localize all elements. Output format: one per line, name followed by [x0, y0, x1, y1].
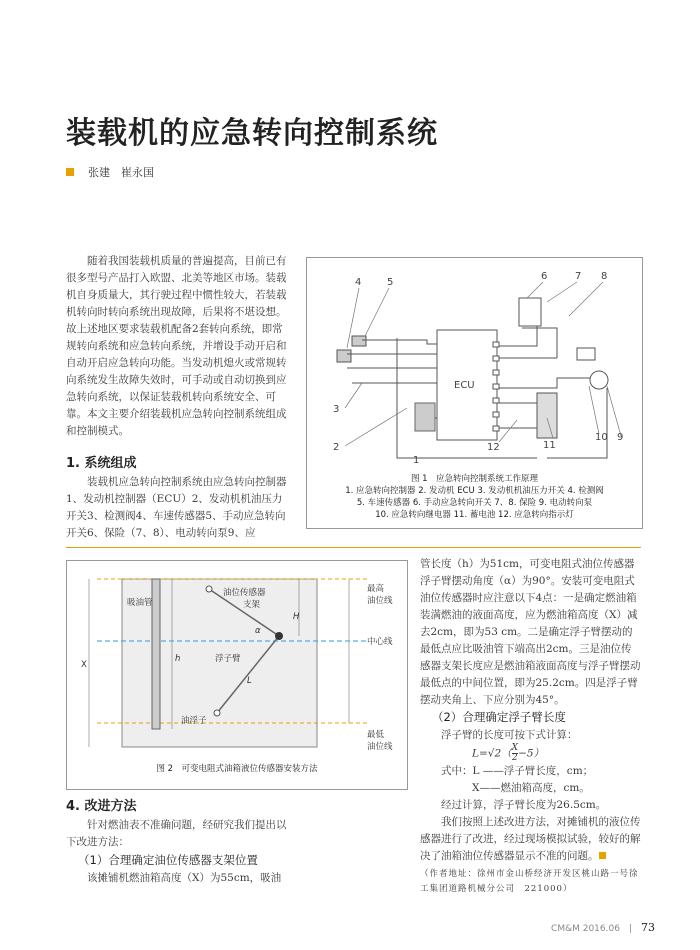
label-min-2: 油位线 — [367, 742, 393, 752]
formula — [420, 744, 642, 763]
figure-1-caption-line3: 10. 应急转向继电器 11. 蓄电池 12. 应急转向指示灯 — [375, 510, 574, 520]
authors-line — [66, 164, 154, 180]
label-min-1: 最低 — [367, 730, 385, 740]
right-paragraph-2: 浮子臂的长度可按下式计算： — [441, 729, 578, 741]
label-center: 中心线 — [367, 637, 393, 647]
label-float: 油浮子 — [181, 716, 207, 726]
page-footer: CM&M 2016.06 | 73 — [551, 921, 655, 934]
callout-11: 11 — [543, 440, 556, 451]
float — [214, 710, 220, 716]
component-5 — [352, 336, 366, 346]
section4-paragraph: 针对燃油表不准确问题，经研究我们提出以下改进方法： — [66, 819, 287, 848]
definition-1: 式中：L ——浮子臂长度，cm； — [441, 765, 594, 777]
section-divider — [66, 547, 641, 548]
left-column-bottom — [66, 798, 292, 887]
figure-2 — [66, 560, 408, 790]
article-title: 装载机的应急转向控制系统 — [66, 116, 438, 151]
authors: 张建 崔永国 — [88, 166, 154, 179]
label-sensor-1: 油位传感器 — [223, 588, 266, 598]
label-float-arm: 浮子臂 — [215, 654, 241, 664]
callout-10: 10 — [595, 432, 608, 443]
subsection1-heading: （1）合理确定油位传感器支架位置 — [78, 853, 258, 867]
figure-2-diagram — [67, 561, 407, 789]
callout-2: 2 — [333, 442, 340, 453]
author-address: （作者地址：徐州市金山桥经济开发区桃山路一号徐工集团道路机械分公司 221000） — [420, 869, 639, 894]
callout-3: 3 — [333, 404, 340, 415]
section1-heading: 1. 系统组成 — [66, 456, 137, 471]
figure-1 — [306, 257, 643, 529]
callout-8: 8 — [601, 271, 608, 282]
formula-right: −5） — [518, 747, 545, 760]
label-max-1: 最高 — [367, 584, 385, 594]
page-number: 73 — [641, 921, 655, 934]
pump-9 — [590, 371, 608, 389]
controller-1 — [415, 403, 435, 431]
label-sensor-2: 支架 — [243, 600, 261, 610]
label-max-2: 油位线 — [367, 596, 393, 606]
label-alpha: α — [255, 626, 261, 636]
formula-left: L=√2（ — [472, 747, 512, 760]
callout-4: 4 — [355, 277, 362, 288]
component-4 — [337, 350, 351, 362]
label-X: X — [81, 660, 87, 670]
right-paragraph-4 — [420, 814, 642, 865]
label-h: h — [175, 654, 181, 664]
figure-1-caption — [307, 473, 642, 521]
callout-9: 9 — [617, 432, 624, 443]
intro-paragraph: 随着我国装载机质量的普遍提高，目前已有很多型号产品打入欧盟、北美等地区市场。装载机自身质量大，其行驶过程中惯性较大，若装载机转向时转向系统出现故障，后果将不堪设想。故上述地区要求装载机配备2套转向系统，即常规转向系统和应急转向系统，并增设手动开启和自动开启应急转向功能。当发动机熄火或常规转向系统发生故障失效时，可手动或自动切换到应急转向系统，以保证装载机转向系统安全、可靠。本文主要介绍装载机应急转向控制系统组成和控制模式。 — [66, 255, 287, 437]
accent-square — [66, 168, 74, 176]
ecu-label: ECU — [454, 380, 475, 391]
subsection1-paragraph: 该摊铺机燃油箱高度（X）为55cm，吸油 — [87, 872, 282, 884]
journal-issue: CM&M 2016.06 — [551, 924, 620, 934]
left-column-top — [66, 253, 292, 542]
figure-2-caption: 图 2 可变电阻式油箱液位传感器安装方法 — [156, 764, 318, 774]
right-paragraph-3: 经过计算，浮子臂长度为26.5cm。 — [441, 799, 607, 811]
label-oil-pipe: 吸油管 — [127, 598, 153, 608]
switch-6 — [519, 298, 541, 326]
right-paragraph-4-text: 我们按照上述改进方法，对摊铺机的液位传感器进行了改进，经过现场模拟试验，较好的解决了油箱油位传感器显示不准的问题。 — [420, 816, 641, 862]
right-column — [420, 556, 642, 897]
right-paragraph-1: 管长度（h）为51cm，可变电阻式油位传感器浮子臂摆动角度（α）为90°。安装可变电阻式油位传感器时应注意以下4点：一是确定燃油箱装满燃油的液面高度，应为燃油箱高度（X）减去2cm，即为53 cm。二是确定浮子臂摆动的最低点应比吸油管下端高出2cm。三是油位传感器支架长度应是燃油箱液面高度与浮子臂摆动最低点的中间位置，即为25.2cm。四是浮子臂摆动夹角上、下应分别为45°。 — [420, 558, 641, 706]
definition-2: X——燃油箱高度，cm。 — [472, 782, 590, 794]
lamp-12 — [577, 348, 595, 360]
end-mark — [599, 852, 606, 859]
figure-1-caption-line2: 5. 车速传感器 6. 手动应急转向开关 7、8. 保险 9. 电动转向泵 — [356, 498, 593, 508]
section4-heading: 4. 改进方法 — [66, 799, 137, 814]
callout-5: 5 — [387, 277, 394, 288]
subsection2-heading: （2）合理确定浮子臂长度 — [432, 710, 566, 724]
callout-1: 1 — [413, 455, 420, 466]
section1-paragraph: 装载机应急转向控制系统由应急转向控制器1、发动机控制器（ECU）2、发动机机油压力开关3、检测阀4、车速传感器5、手动应急转向开关6、保险（7、8）、电动转向泵9、应 — [66, 476, 287, 539]
label-H: H — [293, 612, 300, 622]
pivot — [275, 632, 283, 640]
callout-6: 6 — [541, 271, 548, 282]
formula-denominator: 2 — [512, 753, 518, 763]
callout-7: 7 — [575, 271, 582, 282]
label-L: L — [247, 676, 252, 686]
callout-12: 12 — [487, 442, 500, 453]
figure-1-caption-line1: 1. 应急转向控制器 2. 发动机 ECU 3. 发动机机油压力开关 4. 检测阀 — [345, 486, 604, 496]
battery-11 — [537, 393, 557, 438]
figure-1-caption-title: 图 1 应急转向控制系统工作原理 — [410, 474, 539, 484]
suction-pipe — [152, 579, 160, 729]
formula-numerator: X — [511, 743, 519, 753]
